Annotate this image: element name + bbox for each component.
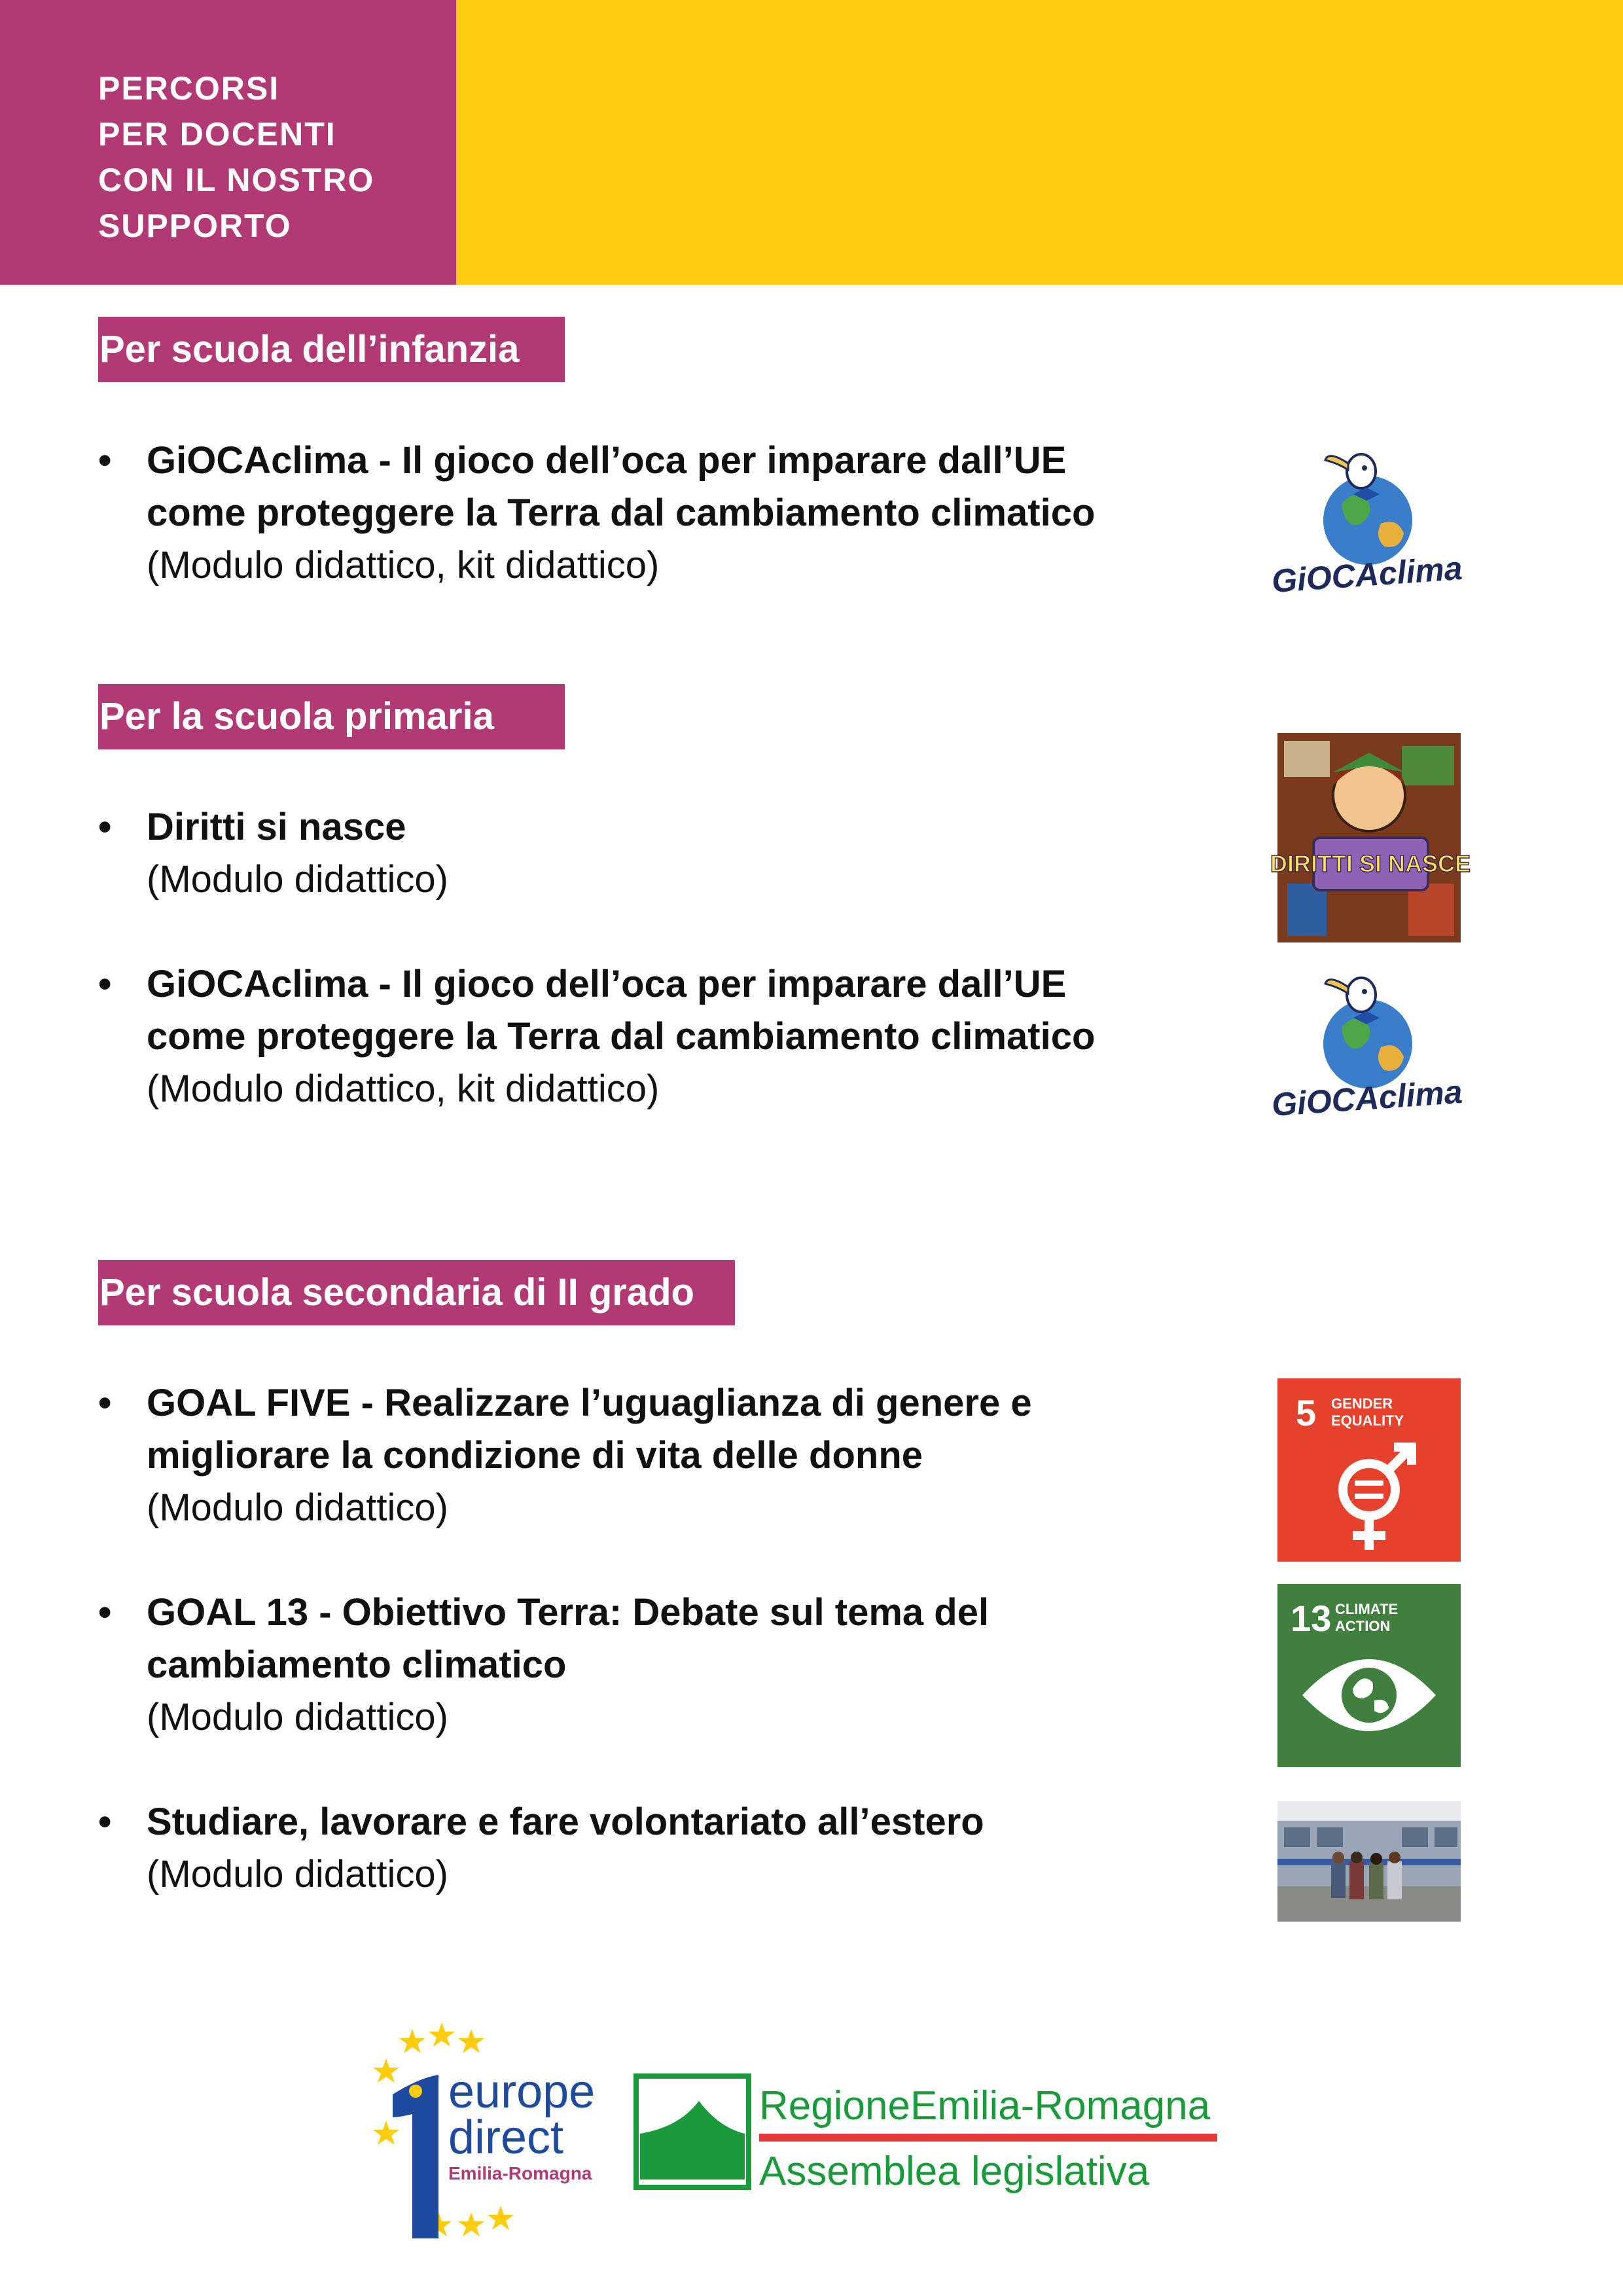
sdg-label: ACTION	[1335, 1618, 1391, 1634]
list-item	[98, 958, 1263, 1115]
sdg-5-tile	[1277, 1378, 1461, 1562]
list-item	[98, 1587, 1263, 1744]
page-title-line: SUPPORTO	[98, 207, 292, 244]
bullet-icon: •	[98, 439, 112, 482]
europe-direct-line3: Emilia-Romagna	[448, 2163, 592, 2183]
train-station-photo	[1277, 1801, 1461, 1922]
sdg-13-tile	[1277, 1584, 1461, 1767]
item-title: Diritti si nasce	[147, 806, 406, 848]
item-title: come proteggere la Terra dal cambiamento climatico	[147, 1015, 1096, 1058]
list-item	[98, 801, 1263, 906]
giocaclima-wordmark: GiOCAclima	[1270, 1073, 1464, 1124]
regione-emilia-romagna-logo	[636, 2076, 1217, 2194]
diritti-cover-title: DIRITTI SI NASCE	[1270, 850, 1471, 877]
europe-direct-line1: europe	[448, 2066, 596, 2118]
giocaclima-logo	[1270, 432, 1464, 602]
page-title-line: CON IL NOSTRO	[98, 162, 375, 198]
item-subtitle: (Modulo didattico, kit didattico)	[147, 544, 660, 586]
section-label-secondaria: Per scuola secondaria di II grado	[98, 1260, 735, 1325]
item-subtitle: (Modulo didattico)	[147, 1486, 448, 1529]
page-title	[98, 65, 374, 249]
diritti-si-nasce-cover	[1270, 733, 1471, 942]
europe-direct-line2: direct	[448, 2111, 564, 2164]
bullet-icon: •	[98, 963, 112, 1005]
item-title: GiOCAclima - Il gioco dell’oca per imparare dall’UE	[147, 439, 1067, 482]
item-subtitle: (Modulo didattico)	[147, 1853, 448, 1895]
list-item	[98, 1796, 1263, 1901]
bullet-icon: •	[98, 1382, 112, 1424]
giocaclima-logo	[1270, 956, 1464, 1126]
item-title: Studiare, lavorare e fare volontariato all’estero	[147, 1801, 984, 1843]
sdg-label: EQUALITY	[1331, 1412, 1404, 1429]
assemblea-name: Assemblea legislativa	[759, 2149, 1150, 2194]
europe-direct-logo	[373, 2022, 595, 2238]
page-title-line: PERCORSI	[98, 70, 280, 107]
sdg-label: CLIMATE	[1335, 1601, 1399, 1617]
item-title: come proteggere la Terra dal cambiamento climatico	[147, 492, 1096, 534]
section-label-primaria: Per la scuola primaria	[98, 684, 565, 749]
list-item	[98, 1377, 1263, 1534]
item-subtitle: (Modulo didattico)	[147, 1696, 448, 1738]
bullet-icon: •	[98, 806, 112, 848]
list-item	[98, 435, 1263, 592]
page-title-line: PER DOCENTI	[98, 116, 336, 152]
footer-logos	[366, 2016, 1257, 2251]
sdg-number: 5	[1296, 1392, 1317, 1433]
item-subtitle: (Modulo didattico, kit didattico)	[147, 1067, 660, 1110]
regione-name: RegioneEmilia-Romagna	[759, 2083, 1211, 2128]
item-title: GiOCAclima - Il gioco dell’oca per imparare dall’UE	[147, 963, 1067, 1005]
region-map-icon	[640, 2101, 745, 2179]
bullet-icon: •	[98, 1801, 112, 1843]
section-label-infanzia: Per scuola dell’infanzia	[98, 317, 565, 382]
item-title: cambiamento climatico	[147, 1643, 567, 1686]
item-title: GOAL FIVE - Realizzare l’uguaglianza di genere e	[147, 1382, 1032, 1424]
item-subtitle: (Modulo didattico)	[147, 858, 448, 901]
sdg-number: 13	[1291, 1598, 1332, 1639]
sdg-label: GENDER	[1331, 1395, 1393, 1412]
bullet-icon: •	[98, 1591, 112, 1634]
header-yellow-block	[456, 0, 1623, 285]
item-title: GOAL 13 - Obiettivo Terra: Debate sul tema del	[147, 1591, 990, 1634]
item-title: migliorare la condizione di vita delle donne	[147, 1434, 923, 1477]
number-one-icon	[393, 2075, 438, 2238]
giocaclima-wordmark: GiOCAclima	[1270, 549, 1464, 600]
